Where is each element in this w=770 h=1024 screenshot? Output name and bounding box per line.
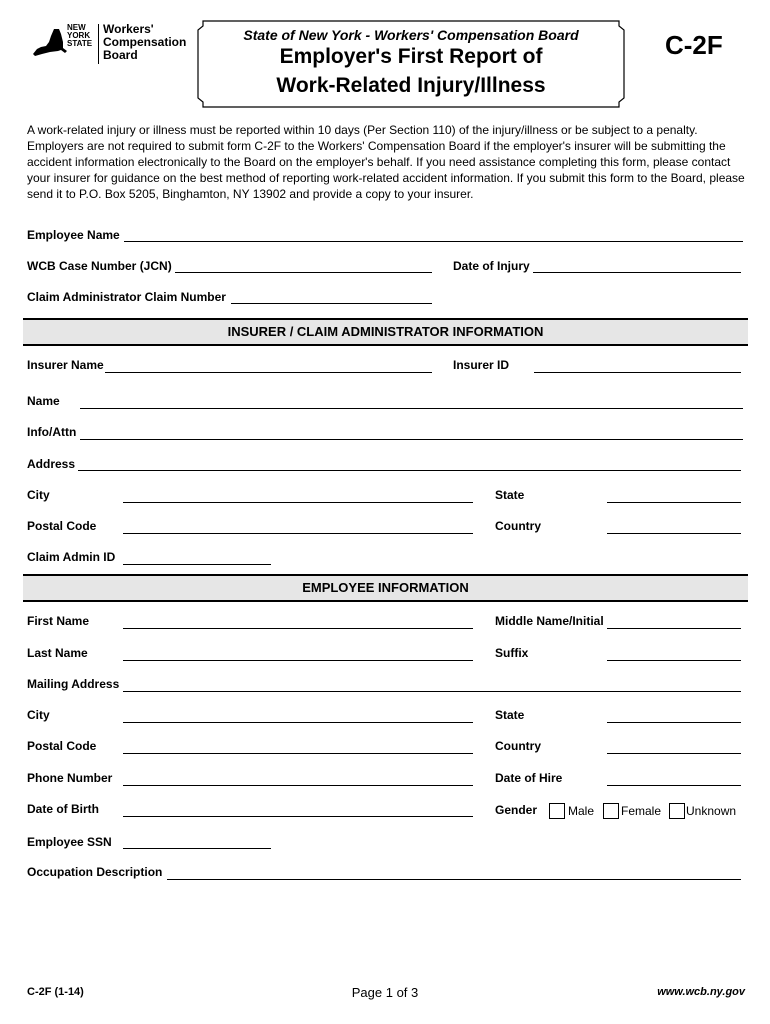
intro-paragraph: A work-related injury or illness must be reported within 10 days (Per Section 110) of the injury/illness or be subject to a penalty. Employers are not required to submit form C-2F to the Workers' Compensation Board if the employer's insurer will be submitting the accident information electronically to the Board on the employer's behalf. If you need assistance completing this form, please contact your insurer for guidance on the best method of reporting work-related accident information. If you submit this form to the Board, please send it to P.O. Box 5205, Binghamton, NY 13902 and provide a copy to your insurer.: [27, 123, 745, 201]
insurer-country-label: Country: [495, 519, 541, 533]
employee-country-field[interactable]: [607, 753, 741, 754]
wcb-case-number-label: WCB Case Number (JCN): [27, 259, 172, 273]
employee-postal-code-field[interactable]: [123, 753, 473, 754]
employee-postal-code-label: Postal Code: [27, 739, 97, 753]
wcb-case-number-field[interactable]: [175, 272, 432, 273]
insurer-contact-name-field[interactable]: [80, 408, 743, 409]
logo-state-line: YORK: [67, 31, 91, 40]
employee-state-field[interactable]: [607, 722, 741, 723]
form-title-box: [197, 20, 625, 108]
date-of-birth-label: Date of Birth: [27, 802, 99, 816]
gender-unknown-checkbox[interactable]: [669, 803, 685, 819]
occupation-description-label: Occupation Description: [27, 865, 163, 879]
logo-divider: [98, 24, 99, 64]
middle-name-label: Middle Name/Initial: [495, 614, 604, 628]
insurer-address-field[interactable]: [78, 470, 741, 471]
last-name-field[interactable]: [123, 660, 473, 661]
insurer-state-field[interactable]: [607, 502, 741, 503]
page-number: Page 1 of 3: [351, 985, 419, 1000]
date-of-birth-field[interactable]: [123, 816, 473, 817]
claim-admin-claim-number-field[interactable]: [231, 303, 432, 304]
nys-wcb-logo: [32, 24, 187, 66]
insurer-name-field[interactable]: [105, 372, 432, 373]
form-version: C-2F (1-14): [27, 986, 84, 998]
form-code: C-2F: [665, 30, 723, 60]
employee-country-label: Country: [495, 739, 541, 753]
middle-name-field[interactable]: [607, 628, 741, 629]
date-of-hire-field[interactable]: [607, 785, 741, 786]
employee-city-label: City: [27, 708, 50, 722]
first-name-field[interactable]: [123, 628, 473, 629]
claim-admin-id-label: Claim Admin ID: [27, 550, 116, 564]
gender-male-label: Male: [568, 804, 595, 818]
insurer-postal-code-label: Postal Code: [27, 519, 97, 533]
employee-state-label: State: [495, 708, 525, 722]
gender-label: Gender: [495, 803, 538, 817]
form-title-line2: Work-Related Injury/Illness: [276, 74, 546, 97]
insurer-id-label: Insurer ID: [453, 358, 510, 372]
claim-admin-id-field[interactable]: [123, 564, 271, 565]
last-name-label: Last Name: [27, 646, 88, 660]
employee-ssn-label: Employee SSN: [27, 835, 112, 849]
insurer-contact-name-label: Name: [27, 394, 60, 408]
logo-agency-line: Compensation: [103, 35, 187, 49]
suffix-field[interactable]: [607, 660, 741, 661]
logo-state-line: STATE: [67, 39, 93, 48]
date-of-injury-label: Date of Injury: [453, 259, 530, 273]
insurer-country-field[interactable]: [607, 533, 741, 534]
logo-agency-line: Board: [103, 48, 138, 62]
employee-city-field[interactable]: [123, 722, 473, 723]
insurer-name-label: Insurer Name: [27, 358, 104, 372]
mailing-address-label: Mailing Address: [27, 677, 120, 691]
gender-male-checkbox[interactable]: [549, 803, 565, 819]
employee-name-label: Employee Name: [27, 228, 120, 242]
phone-number-field[interactable]: [123, 785, 473, 786]
mailing-address-field[interactable]: [123, 691, 741, 692]
date-of-injury-field[interactable]: [533, 272, 741, 273]
occupation-description-field[interactable]: [167, 879, 741, 880]
gender-female-checkbox[interactable]: [603, 803, 619, 819]
employee-name-field[interactable]: [124, 241, 743, 242]
claim-admin-claim-number-label: Claim Administrator Claim Number: [27, 290, 226, 304]
board-title: State of New York - Workers' Compensation Board: [243, 27, 579, 43]
gender-female-label: Female: [621, 804, 662, 818]
first-name-label: First Name: [27, 614, 90, 628]
employee-ssn-field[interactable]: [123, 848, 271, 849]
insurer-postal-code-field[interactable]: [123, 533, 473, 534]
employee-section-header: EMPLOYEE INFORMATION: [23, 574, 748, 602]
suffix-label: Suffix: [495, 646, 529, 660]
date-of-hire-label: Date of Hire: [495, 771, 563, 785]
new-york-state-map-icon: [32, 28, 68, 62]
phone-number-label: Phone Number: [27, 771, 113, 785]
website: www.wcb.ny.gov: [657, 986, 745, 998]
gender-unknown-label: Unknown: [686, 804, 737, 818]
info-attn-field[interactable]: [80, 439, 743, 440]
insurer-city-label: City: [27, 488, 50, 502]
logo-agency-line: Workers': [103, 22, 154, 36]
insurer-city-field[interactable]: [123, 502, 473, 503]
insurer-section-header: INSURER / CLAIM ADMINISTRATOR INFORMATION: [23, 318, 748, 346]
insurer-id-field[interactable]: [534, 372, 741, 373]
logo-state-line: NEW: [67, 23, 86, 32]
form-title-line1: Employer's First Report of: [279, 45, 543, 68]
insurer-address-label: Address: [27, 457, 76, 471]
insurer-state-label: State: [495, 488, 525, 502]
info-attn-label: Info/Attn: [27, 425, 77, 439]
